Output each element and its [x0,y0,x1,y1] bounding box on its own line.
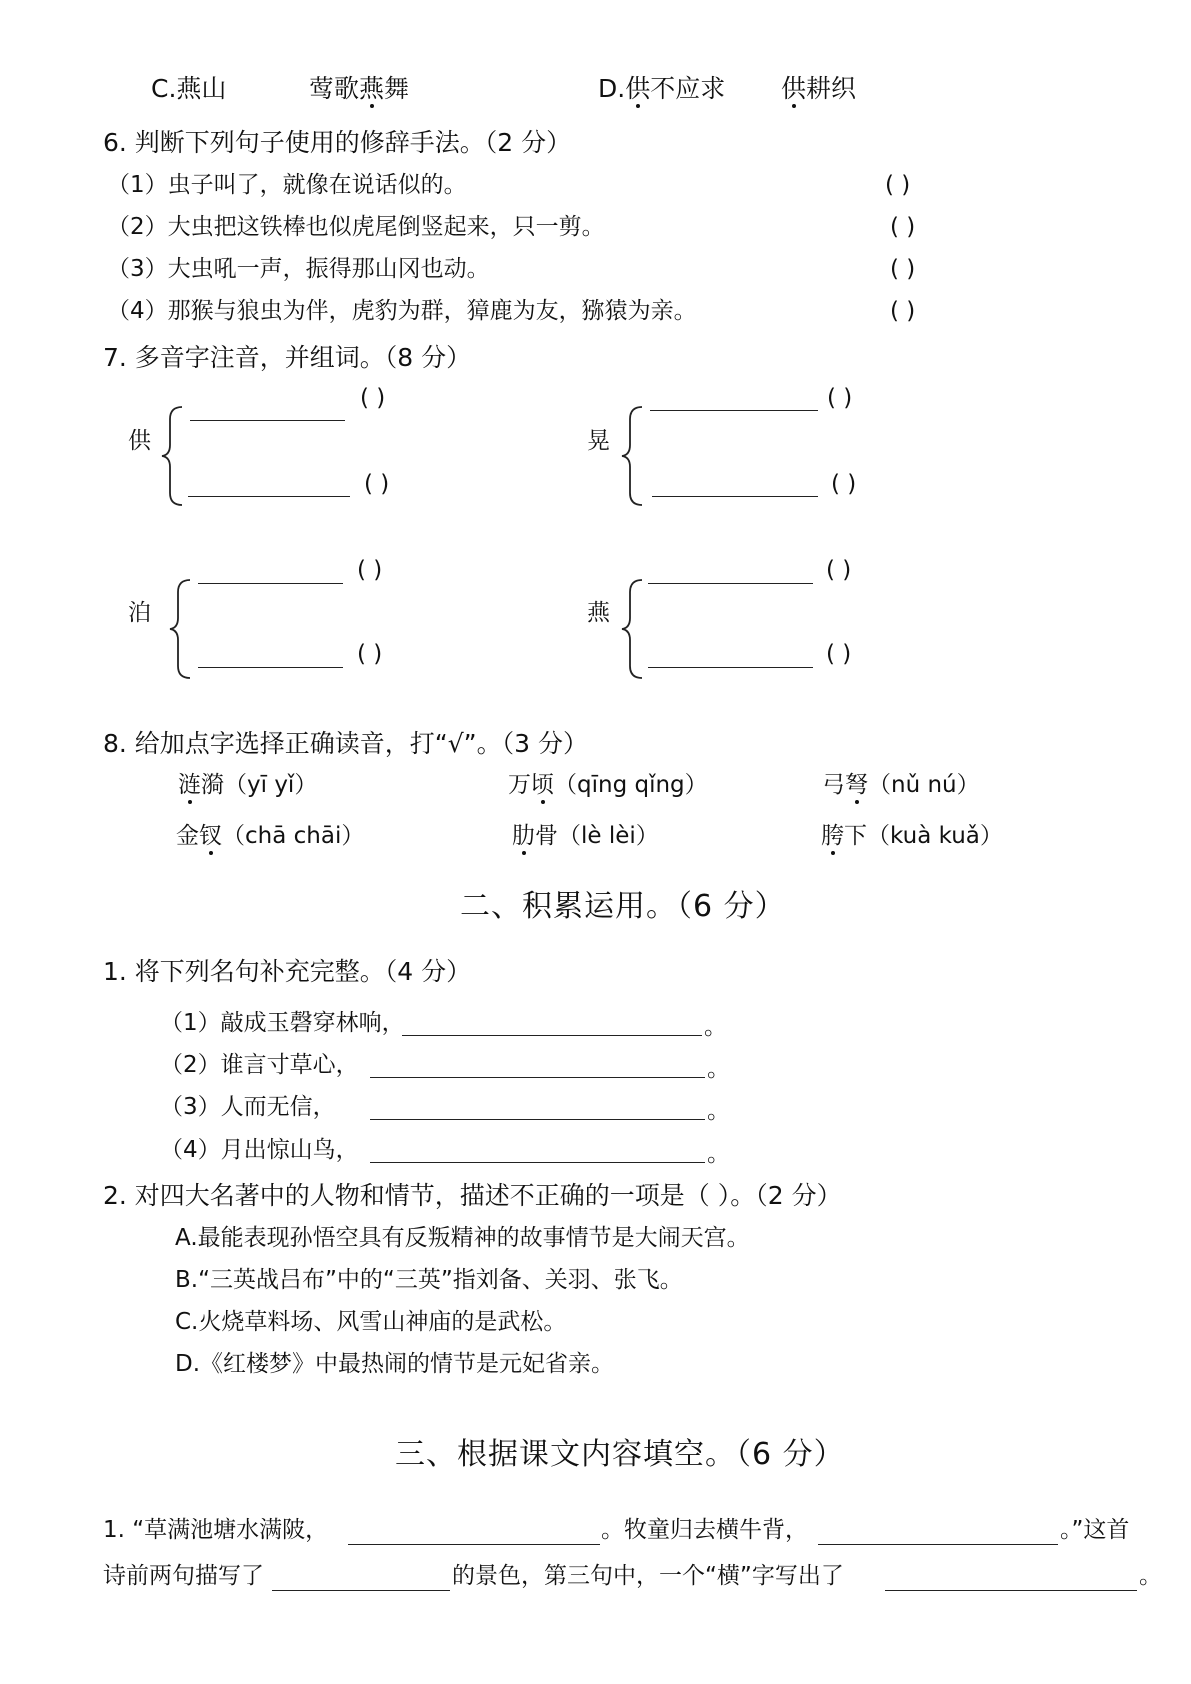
s3-q1-part-c: 。”这首 [1060,1517,1130,1543]
q7-bo-word-1[interactable]: ( ) [357,557,383,583]
s3-q1-part-f: 。 [1139,1563,1162,1589]
section-3-heading: 三、根据课文内容填空。（6 分） [395,1437,845,1472]
q7-huang-word-1[interactable]: ( ) [827,385,853,411]
q7-yan-word-1[interactable]: ( ) [826,557,852,583]
q8-item[interactable]: 肋骨（lè lèi） [512,823,659,849]
s2-q1-item-3: （3）人而无信， [160,1094,336,1120]
q7-char-huang: 晃 [587,428,610,454]
brace-icon [620,405,646,507]
q6-item-4: （4）那猴与狼虫为伴，虎豹为群，獐鹿为友，猕猿为亲。 [107,298,697,324]
s2-q2-option-a[interactable]: A.最能表现孙悟空具有反叛精神的故事情节是大闹天宫。 [175,1225,750,1251]
q8-item[interactable]: 涟漪（yī yǐ） [178,772,318,798]
brace-icon [620,578,646,680]
q7-gong-pinyin-2[interactable] [188,496,350,497]
q8-title: 8. 给加点字选择正确读音，打“√”。（3 分） [103,729,588,758]
s2-q1-item-1: （1）敲成玉磬穿林响， [160,1010,405,1036]
s2-q1-end-2: 。 [707,1056,730,1082]
q8-item[interactable]: 弓弩（nǔ nú） [822,772,980,798]
s3-q1-blank-2[interactable] [818,1544,1058,1545]
q6-item-2: （2）大虫把这铁棒也似虎尾倒竖起来，只一剪。 [107,214,605,240]
s2-q1-end-3: 。 [707,1098,730,1124]
q7-gong-pinyin-1[interactable] [190,420,345,421]
s2-q1-end-4: 。 [707,1141,730,1167]
q6-answer-2[interactable]: ( ) [890,214,916,240]
q5-option-d-label: D.供不应求 [598,74,726,103]
s2-q1-end-1: 。 [704,1014,727,1040]
q6-answer-3[interactable]: ( ) [890,256,916,282]
q7-char-bo: 泊 [128,600,151,626]
q7-char-gong: 供 [128,428,151,454]
s3-q1-part-e: 的景色，第三句中，一个“横”字写出了 [452,1563,844,1589]
section-2-heading: 二、积累运用。（6 分） [460,889,786,924]
q6-item-1: （1）虫子叫了，就像在说话似的。 [107,172,467,198]
s2-q1-blank-1[interactable] [402,1035,702,1036]
s3-q1-part-a: 1. “草满池塘水满陂， [103,1517,329,1543]
q8-item[interactable]: 万顷（qīng qǐng） [508,772,708,798]
q5-option-d-word: 供耕织 [781,74,857,103]
q7-yan-word-2[interactable]: ( ) [826,641,852,667]
s2-q1-blank-2[interactable] [370,1077,705,1078]
brace-icon [160,405,186,507]
brace-icon [168,578,194,680]
q8-item[interactable]: 金钗（chā chāi） [176,823,365,849]
s2-q2-title: 2. 对四大名著中的人物和情节，描述不正确的一项是（ ）。（2 分） [103,1181,842,1210]
q5-option-c-word: 莺歌燕舞 [309,74,410,103]
q7-huang-word-2[interactable]: ( ) [831,471,857,497]
q7-bo-pinyin-1[interactable] [198,583,343,584]
s2-q1-blank-3[interactable] [370,1119,705,1120]
s3-q1-part-b: 。牧童归去横牛背， [601,1517,808,1543]
q6-item-3: （3）大虫吼一声，振得那山冈也动。 [107,256,490,282]
s2-q2-option-d[interactable]: D.《红楼梦》中最热闹的情节是元妃省亲。 [175,1351,615,1377]
q7-bo-pinyin-2[interactable] [198,667,343,668]
s3-q1-blank-3[interactable] [272,1590,450,1591]
s2-q1-title: 1. 将下列名句补充完整。（4 分） [103,957,472,986]
q7-title: 7. 多音字注音，并组词。（8 分） [103,343,472,372]
q7-gong-word-1[interactable]: ( ) [360,385,386,411]
q7-huang-pinyin-1[interactable] [650,410,818,411]
s2-q2-option-c[interactable]: C.火烧草料场、风雪山神庙的是武松。 [175,1309,567,1335]
q6-answer-4[interactable]: ( ) [890,298,916,324]
s3-q1-blank-1[interactable] [348,1544,600,1545]
s2-q1-item-4: （4）月出惊山鸟， [160,1137,359,1163]
q7-bo-word-2[interactable]: ( ) [357,641,383,667]
q7-gong-word-2[interactable]: ( ) [364,471,390,497]
q6-answer-1[interactable]: ( ) [885,172,911,198]
q6-title: 6. 判断下列句子使用的修辞手法。（2 分） [103,128,572,157]
q7-yan-pinyin-1[interactable] [648,583,813,584]
s3-q1-part-d: 诗前两句描写了 [103,1563,264,1589]
q7-yan-pinyin-2[interactable] [648,667,813,668]
s3-q1-blank-4[interactable] [885,1590,1137,1591]
s2-q2-option-b[interactable]: B.“三英战吕布”中的“三英”指刘备、关羽、张飞。 [175,1267,683,1293]
s2-q1-blank-4[interactable] [370,1162,705,1163]
q7-char-yan: 燕 [587,600,610,626]
s2-q1-item-2: （2）谁言寸草心， [160,1052,359,1078]
q5-option-c-label: C.燕山 [151,74,227,103]
q8-item[interactable]: 胯下（kuà kuǎ） [821,823,1003,849]
q7-huang-pinyin-2[interactable] [652,496,818,497]
